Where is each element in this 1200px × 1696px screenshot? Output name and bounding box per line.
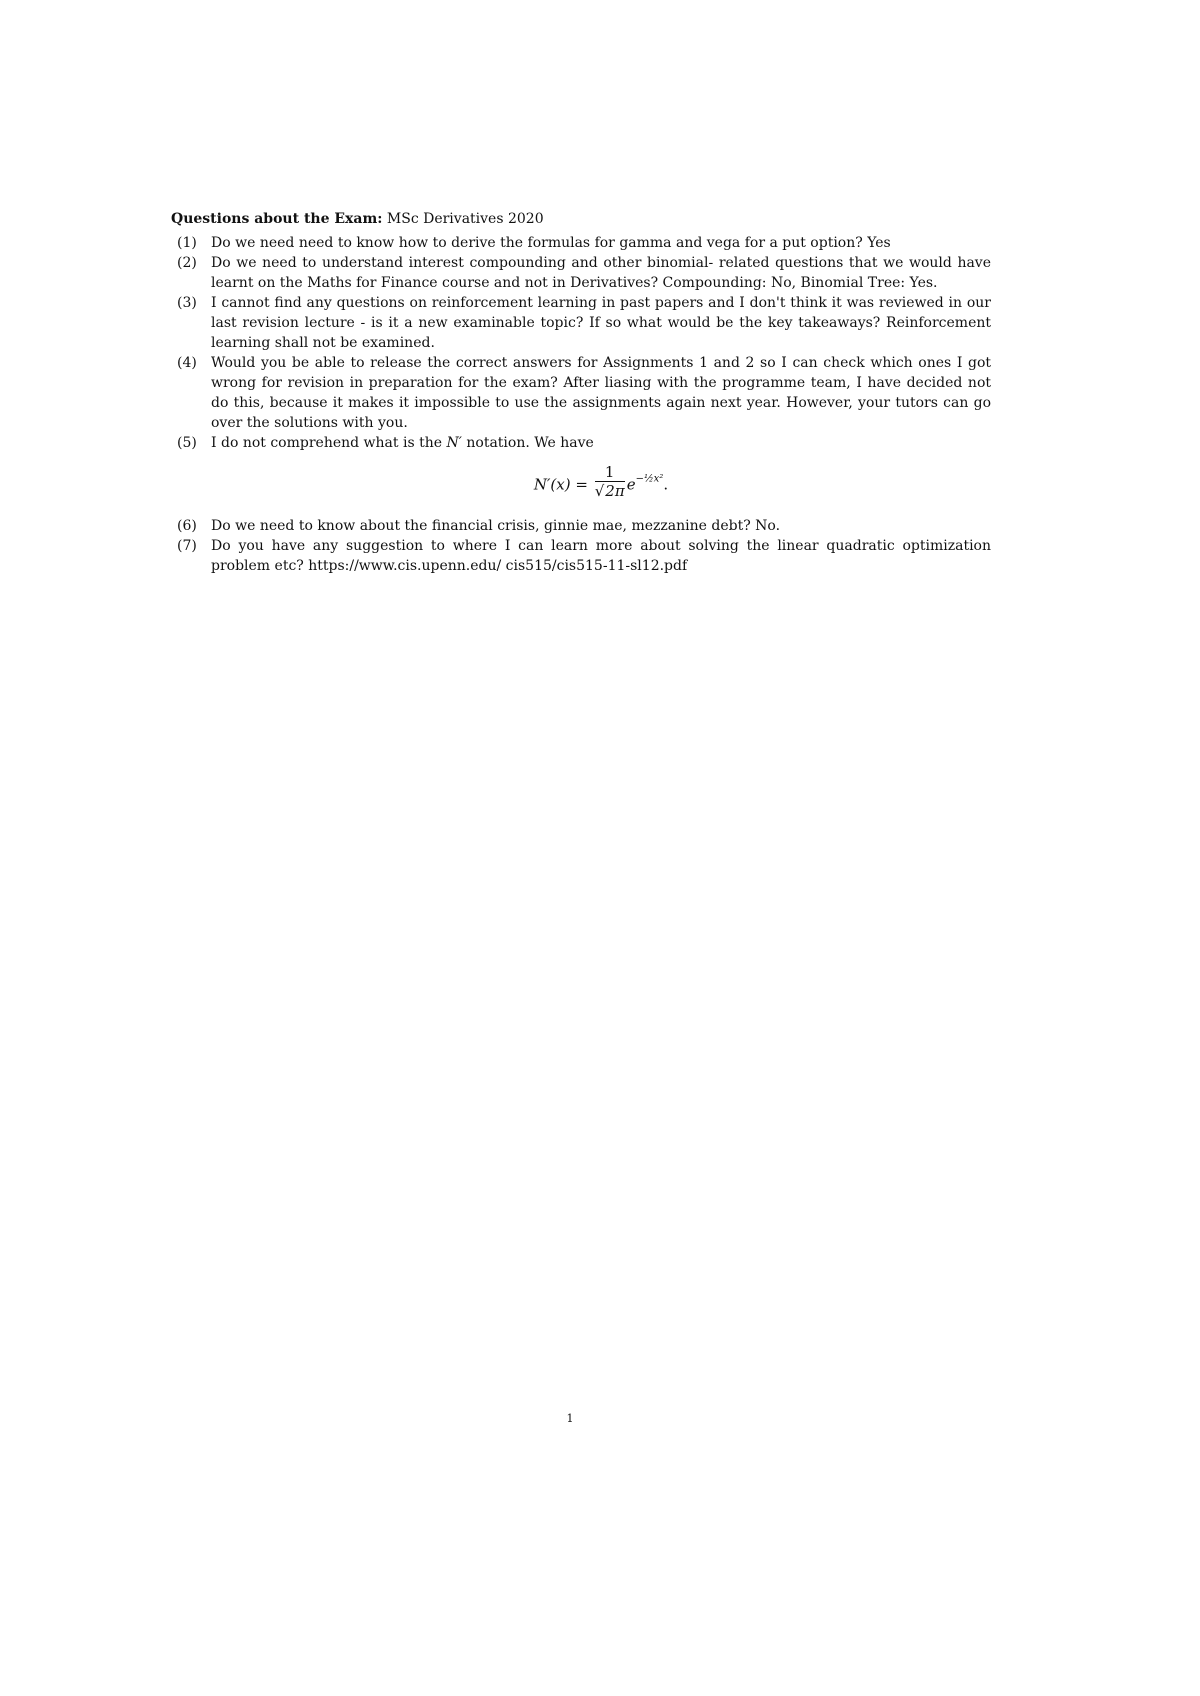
question-number: (5) <box>177 435 197 451</box>
math-symbol: N′ <box>446 435 462 451</box>
question-text: Do we need to understand interest compounding and other binomial- related questions that we would have learnt on the Maths for Finance course and not in Derivatives? Compounding: No, Binomial Tree: Yes. <box>211 255 991 291</box>
page-number: 1 <box>566 1412 574 1425</box>
question-item-6 <box>171 516 991 536</box>
question-item-5 <box>171 433 991 453</box>
question-text: I cannot find any questions on reinforcement learning in past papers and I don't think it was reviewed in our last revision lecture - is it a new examinable topic? If so what would be the key takeaways? Reinforcement learning shall not be examined. <box>211 295 991 351</box>
formula-exponent: −½x² <box>635 473 664 485</box>
formula-end: . <box>663 475 669 494</box>
question-list-continued <box>171 516 991 576</box>
formula-fraction <box>595 463 625 500</box>
question-item-7 <box>171 536 991 576</box>
question-text-before: I do not comprehend what is the <box>211 435 447 451</box>
question-list <box>171 233 991 453</box>
question-number: (1) <box>177 235 197 251</box>
question-text: Do you have any suggestion to where I can learn more about solving the linear quadratic optimization problem etc? https://www.cis.upenn.edu/ cis515/cis515-11-sl12.pdf <box>211 538 991 574</box>
question-number: (7) <box>177 538 197 554</box>
document-title-bold: Questions about the Exam: <box>171 211 383 227</box>
question-item-1 <box>171 233 991 253</box>
question-number: (3) <box>177 295 197 311</box>
sqrt-radicand: 2π <box>605 482 625 500</box>
question-text: Do we need need to know how to derive the formulas for gamma and vega for a put option? Yes <box>211 235 891 251</box>
question-number: (2) <box>177 255 197 271</box>
document-body <box>171 209 991 576</box>
document-title <box>171 209 991 229</box>
question-item-4 <box>171 353 991 433</box>
formula-lhs: N′(x) = <box>533 475 588 494</box>
question-number: (6) <box>177 518 197 534</box>
question-number: (4) <box>177 355 197 371</box>
question-item-3 <box>171 293 991 353</box>
question-item-2 <box>171 253 991 293</box>
sqrt-symbol: √ <box>594 482 605 500</box>
document-title-rest: MSc Derivatives 2020 <box>382 211 544 227</box>
formula-numerator: 1 <box>595 463 625 482</box>
question-text-after: notation. We have <box>461 435 594 451</box>
formula-base: e <box>626 475 636 494</box>
question-text: Would you be able to release the correct answers for Assignments 1 and 2 so I can check which ones I got wrong for revision in preparation for the exam? After liasing with the programme team, I have decided not do this, because it makes it impossible to use the assignments again next year. However, your tutors can go over the solutions with you. <box>211 355 991 431</box>
formula-denominator <box>595 482 625 500</box>
question-text: Do we need to know about the financial crisis, ginnie mae, mezzanine debt? No. <box>211 518 781 534</box>
normal-density-formula <box>171 463 991 504</box>
